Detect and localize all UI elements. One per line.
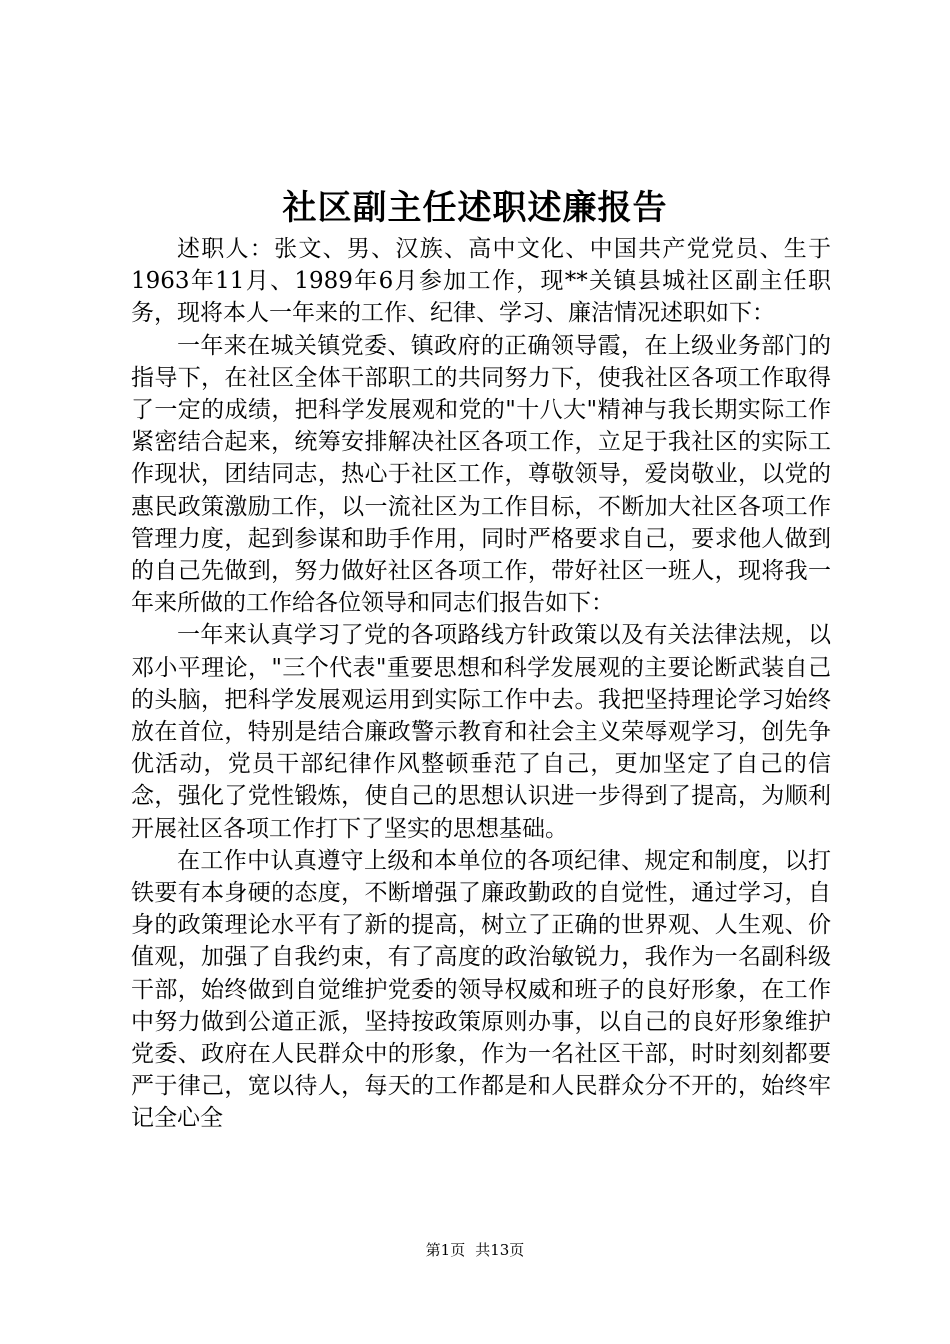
- paragraph-intro: 述职人：张文、男、汉族、高中文化、中国共产党党员、生于1963年11月、1989年6月参加工作，现**关镇县城社区副主任职务，现将本人一年来的工作、纪律、学习、廉洁情况述职如下：: [131, 236, 831, 327]
- paragraph-discipline: 在工作中认真遵守上级和本单位的各项纪律、规定和制度，以打铁要有本身硬的态度，不断增强了廉政勤政的自觉性，通过学习，自身的政策理论水平有了新的提高，树立了正确的世界观、人生观、价值观，加强了自我约束，有了高度的政治敏锐力，我作为一名副科级干部，始终做到自觉维护党委的领导权威和班子的良好形象，在工作中努力做到公道正派，坚持按政策原则办事，以自己的良好形象维护党委、政府在人民群众中的形象，作为一名社区干部，时时刻刻都要严于律己，宽以待人，每天的工作都是和人民群众分不开的，始终牢记全心全: [131, 847, 831, 1132]
- document-body: [131, 233, 831, 1135]
- page-total: 共13页: [475, 1241, 525, 1259]
- document-title: 社区副主任述职述廉报告: [282, 188, 668, 228]
- page-number: 第1页: [425, 1241, 466, 1259]
- page-footer: [0, 1240, 950, 1260]
- paragraph-work-summary: 一年来在城关镇党委、镇政府的正确领导霞，在上级业务部门的指导下，在社区全体干部职工的共同努力下，使我社区各项工作取得了一定的成绩，把科学发展观和党的"十八大"精神与我长期实际工作紧密结合起来，统筹安排解决社区各项工作，立足于我社区的实际工作现状，团结同志，热心于社区工作，尊敬领导，爱岗敬业，以党的惠民政策激励工作，以一流社区为工作目标，不断加大社区各项工作管理力度，起到参谋和助手作用，同时严格要求自己，要求他人做到的自己先做到，努力做好社区各项工作，带好社区一班人，现将我一年来所做的工作给各位领导和同志们报告如下：: [131, 332, 831, 617]
- paragraph-study: 一年来认真学习了党的各项路线方针政策以及有关法律法规，以邓小平理论，"三个代表"重要思想和科学发展观的主要论断武装自己的头脑，把科学发展观运用到实际工作中去。我把坚持理论学习始终放在首位，特别是结合廉政警示教育和社会主义荣辱观学习，创先争优活动，党员干部纪律作风整顿垂范了自己，更加坚定了自己的信念，强化了党性锻炼，使自己的思想认识进一步得到了提高，为顺利开展社区各项工作打下了坚实的思想基础。: [131, 622, 831, 842]
